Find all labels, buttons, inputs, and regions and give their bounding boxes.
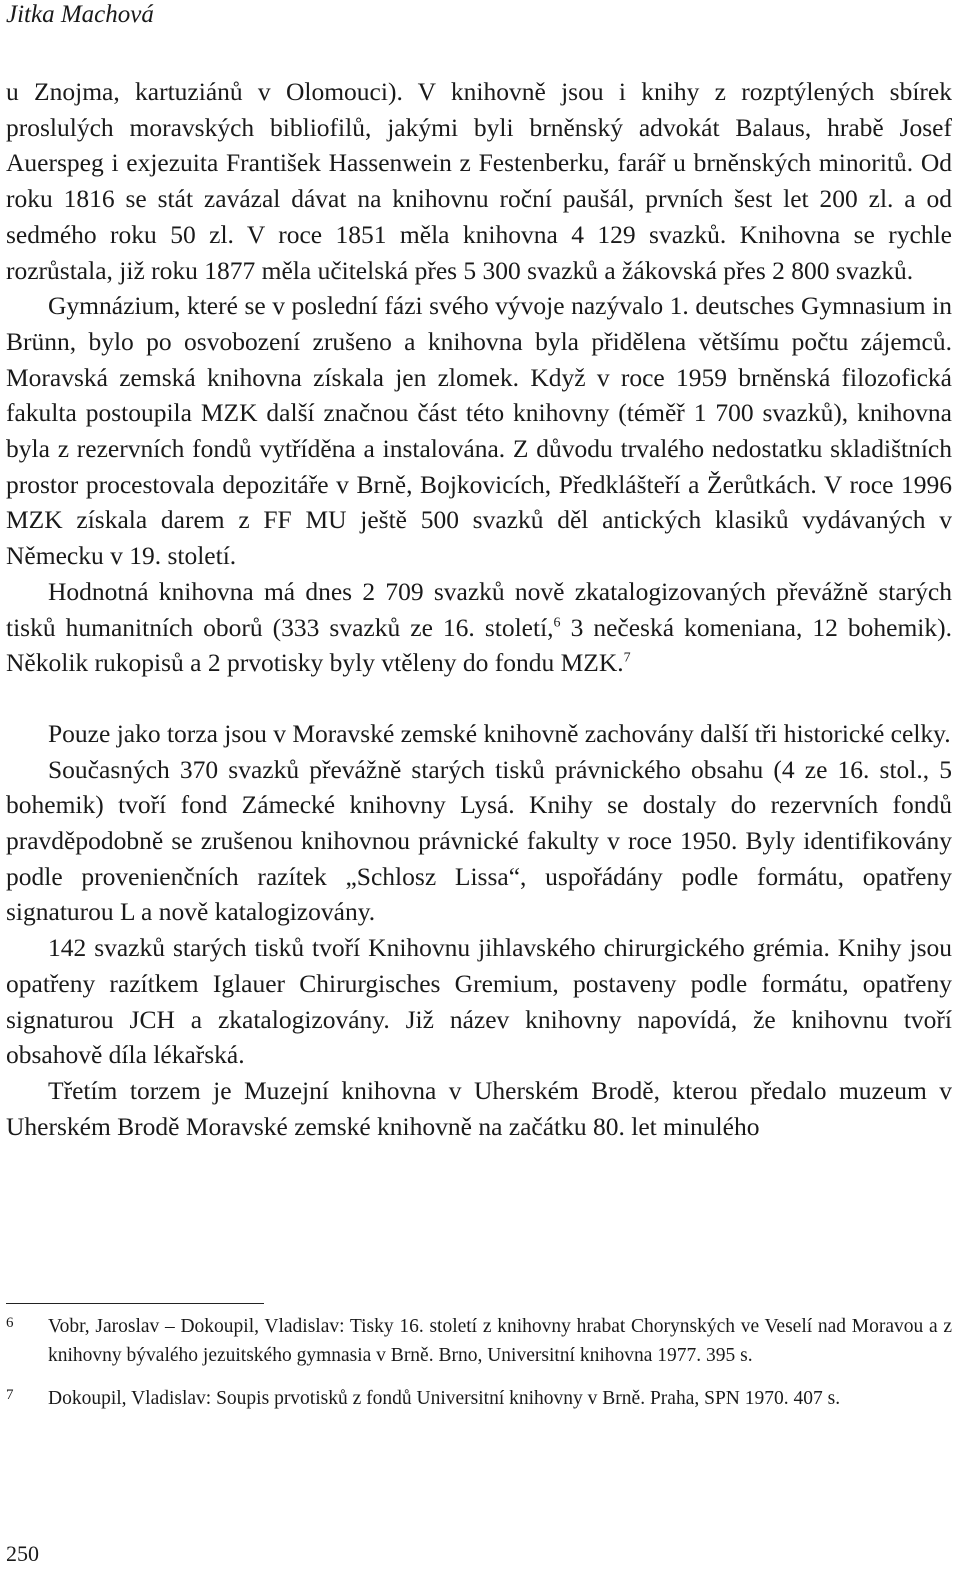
running-head-author: Jitka Machová <box>6 1 154 28</box>
paragraph-4: Pouze jako torza jsou v Moravské zemské knihovně zachovány další tři historické celky. <box>48 718 951 748</box>
page-number: 250 <box>6 1541 39 1566</box>
paragraph-1: u Znojma, kartuziánů v Olomouci). V knihovně jsou i knihy z rozptýlených sbírek proslulých moravských bibliofilů, jakými byli brněnský advokát Balaus, hrabě Josef Auerspeg i exjezuita František Hassenwein z Festenberku, farář u brněnských minoritů. Od roku 1816 se stát zavázal dávat na knihovnu roční paušál, prvních šest let 200 zl. a od sedmého roku 50 zl. V roce 1851 měla knihovna 4 129 svazků. Knihovna se rychle rozrůstala, již roku 1877 měla učitelská přes 5 300 svazků a žákovská přes 2 800 svazků. <box>6 77 952 285</box>
paragraph-3 <box>6 574 952 681</box>
paragraph-7: Třetím torzem je Muzejní knihovna v Uherském Brodě, kterou předalo muzeum v Uherském Brodě Moravské zemské knihovně na začátku 80. let minulého <box>6 1075 952 1141</box>
footnote-ref-7[interactable]: 7 <box>623 650 631 666</box>
footnotes <box>6 1312 952 1427</box>
footnote-number: 7 <box>6 1387 14 1403</box>
footnote-6 <box>6 1312 952 1370</box>
footnote-text: Vobr, Jaroslav – Dokoupil, Vladislav: Tisky 16. století z knihovny hrabat Chorynských ve Veselí nad Moravou a z knihovny bývalého jezuitského gymnasia v Brně. Brno, Universitní knihovna 1977. 395 s. <box>48 1316 952 1366</box>
footnote-text: Dokoupil, Vladislav: Soupis prvotisků z fondů Universitní knihovny v Brně. Praha, SPN 1970. 407 s. <box>48 1388 841 1409</box>
footnote-separator <box>6 1303 264 1304</box>
paragraph-5: Současných 370 svazků převážně starých tisků právnického obsahu (4 ze 16. stol., 5 bohemik) tvoří fond Zámecké knihovny Lysá. Knihy se dostaly do rezervních fondů pravděpodobně se zrušenou knihovnou právnické fakulty v roce 1950. Byly identifikovány podle provenienčních razítek „Schlosz Lissa“, uspořádány podle formátu, opatřeny signaturou L a nově katalogizovány. <box>6 754 952 927</box>
footnote-7 <box>6 1384 952 1413</box>
footnote-ref-6[interactable]: 6 <box>553 615 561 631</box>
paragraph-3-text-b: 3 nečeská komeniana, 12 bohemik). Několik rukopisů a 2 prvotisky byly vtěleny do fondu MZK. <box>6 612 952 678</box>
main-text <box>6 74 952 1144</box>
footnote-number: 6 <box>6 1315 14 1331</box>
paragraph-3-text-a: Hodnotná knihovna má dnes 2 709 svazků nově zkatalogizovaných převážně starých tisků humanitních oborů (333 svazků ze 16. století, <box>6 576 952 642</box>
paragraph-6: 142 svazků starých tisků tvoří Knihovnu jihlavského chirurgického grémia. Knihy jsou opatřeny razítkem Iglauer Chirurgisches Gremium, postaveny podle formátu, opatřeny signaturou JCH a zkatalogizovány. Již název knihovny napovídá, že knihovnu tvoří obsahově díla lékařská. <box>6 933 952 1070</box>
paragraph-2: Gymnázium, které se v poslední fázi svého vývoje nazývalo 1. deutsches Gymnasium in Brünn, bylo po osvobození zrušeno a knihovna byla přidělena většímu počtu zájemců. Moravská zemská knihovna získala jen zlomek. Když v roce 1959 brněnská filozofická fakulta postoupila MZK další značnou část této knihovny (téměř 1 700 svazků), knihovna byla z rezervních fondů vytříděna a instalována. Z důvodu trvalého nedostatku skladištních prostor procestovala depozitáře v Brně, Bojkovicích, Předklášteří a Žerůtkách. V roce 1996 MZK získala darem z FF MU ještě 500 svazků děl antických klasiků vydávaných v Německu v 19. století. <box>6 291 952 571</box>
